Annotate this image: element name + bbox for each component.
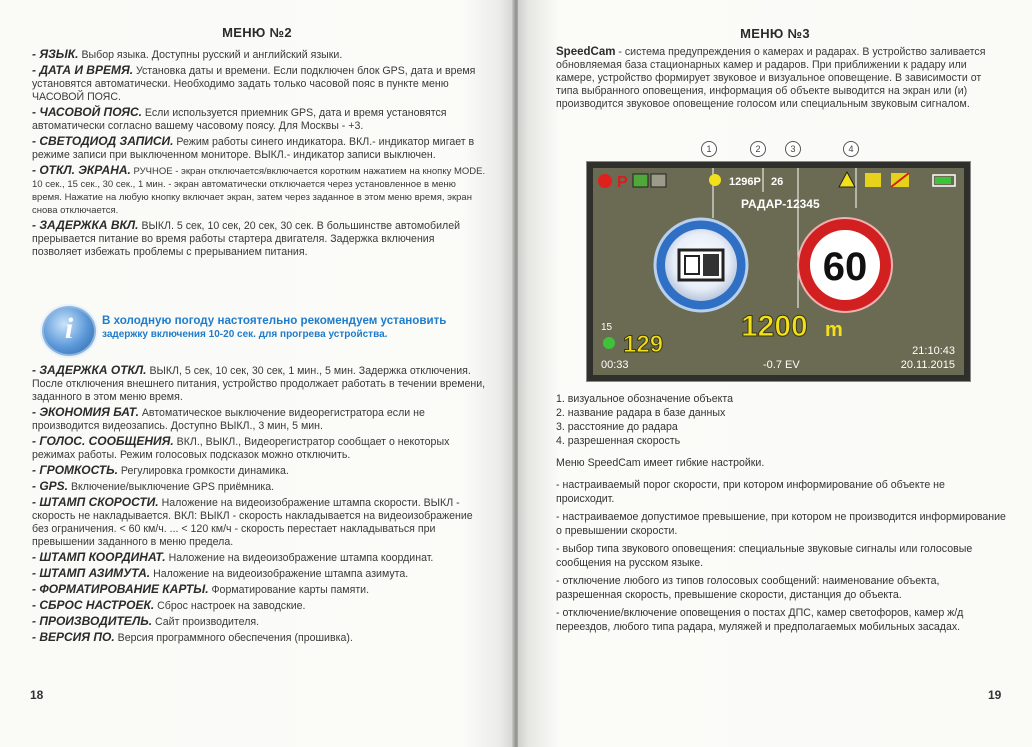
tip-text (102, 314, 492, 342)
entry-term: - ОТКЛ. ЭКРАНА. (32, 163, 131, 177)
entry-term: - ШТАМП СКОРОСТИ. (32, 495, 159, 509)
legend-list (556, 392, 1006, 634)
entry-manufacturer (32, 615, 486, 629)
entry-led (32, 135, 486, 162)
bullet-2: - настраиваемое допустимое превышение, при котором не производится информирование о превышении скорости. (556, 511, 1006, 537)
entry-firmware (32, 631, 486, 645)
left-page (0, 0, 514, 747)
tip-box (36, 306, 486, 352)
entry-reset (32, 599, 486, 613)
distance-value: 1200 (741, 310, 808, 343)
entry-datetime (32, 64, 486, 104)
entry-term: - ЧАСОВОЙ ПОЯС. (32, 105, 142, 119)
entry-text: Версия программного обеспечения (прошивка). (114, 632, 353, 644)
distance-unit: m (825, 319, 843, 341)
record-dot-icon (598, 174, 612, 188)
tip-line-1: В холодную погоду настоятельно рекомендуем установить (102, 314, 447, 327)
entry-text: Включение/выключение GPS приёмника. (68, 481, 275, 493)
speedcam-intro (556, 46, 1006, 111)
entry-text: Сброс настроек на заводские. (154, 600, 306, 612)
menu-entries-top (32, 48, 486, 261)
entry-term: - ШТАМП КООРДИНАТ. (32, 550, 166, 564)
entry-text: Наложение на видеоизображение штампа азимута. (150, 568, 409, 580)
entry-text: ВЫКЛ, 5 сек, 10 сек, 30 сек, 1 мин., 5 мин. Задержка отключения. После отключения внешнего питания, устройство продолжает работать в течении времени, заданного в этом меню время. (32, 365, 486, 403)
entry-term: - ЯЗЫК. (32, 47, 79, 61)
entry-term: - ВЕРСИЯ ПО. (32, 630, 115, 644)
clock: 21:10:43 (912, 345, 955, 357)
page-number: 18 (30, 688, 44, 702)
entry-text: Форматирование карты памяти. (208, 584, 370, 596)
bullet-3: - выбор типа звукового оповещения: специальные звуковые сигналы или голосовые сообщения на русском языке. (556, 543, 973, 569)
exposure-value: -0.7 EV (763, 359, 800, 371)
entry-volume (32, 464, 486, 478)
callout-2: 2 (750, 141, 766, 157)
bullet-1: - настраиваемый порог скорости, при котором информирование об объекте не происходит. (556, 479, 945, 505)
entry-off-delay (32, 364, 486, 404)
entry-term: - GPS. (32, 479, 69, 493)
current-speed: 129 (623, 331, 664, 358)
speedcam-brand: SpeedCam (556, 46, 616, 58)
sun-icon (709, 174, 721, 186)
tip-line-2: задержку включения 10-20 сек. для прогрева устройства. (102, 329, 388, 340)
entry-term: - СБРОС НАСТРОЕК. (32, 598, 155, 612)
radar-code-suffix: 26 (771, 176, 784, 188)
device-screen (586, 161, 971, 382)
entry-text: Если используется приемник GPS, дата и время установятся автоматически согласно вашему часовому поясу. Для Москвы - +3. (32, 107, 447, 132)
screen-display (593, 168, 964, 375)
entry-text: Режим работы синего индикатора. ВКЛ.- индикатор мигает в режиме записи при выключенном мониторе. ВЫКЛ.- индикатор записи выключен. (32, 136, 475, 161)
callout-4: 4 (843, 141, 859, 157)
date: 20.11.2015 (900, 359, 955, 371)
page-title: МЕНЮ №2 (222, 25, 292, 40)
mic-icon (633, 174, 648, 187)
entry-start-delay (32, 219, 486, 259)
entry-term: - ГРОМКОСТЬ. (32, 463, 118, 477)
entry-term: - ГОЛОС. СООБЩЕНИЯ. (32, 434, 174, 448)
legend-item-2: 2. название радара в базе данных (556, 407, 726, 419)
right-page (518, 0, 1032, 747)
callout-1: 1 (701, 141, 717, 157)
time-left: 00:33 (601, 359, 629, 371)
warning-icon (839, 172, 855, 187)
entry-speed-stamp (32, 496, 486, 549)
entry-coord-stamp (32, 551, 486, 565)
parking-icon: P (617, 174, 628, 191)
screen-graphics (593, 168, 964, 375)
entry-text: Наложение на видеоизображение штампа координат. (165, 552, 434, 564)
entry-term: - ШТАМП АЗИМУТА. (32, 566, 151, 580)
callout-3: 3 (785, 141, 801, 157)
entry-format (32, 583, 486, 597)
entry-text: РУЧНОЕ - экран отключается/включается коротким нажатием на кнопку MODE. 10 сек., 15 сек., 30 сек., 1 мин. - экран автоматически отключается через установленное в меню время. Нажатие на любую кнопку включает экран, затем через заданное в этом меню время, экран снова отключается. (32, 166, 486, 216)
small-number: 15 (601, 322, 613, 333)
entry-voice (32, 435, 486, 462)
entry-text: ВКЛ., ВЫКЛ., Видеорегистратор сообщает о некоторых режимах работы. Режим голосовых подсказок можно отключить. (32, 436, 450, 461)
radar-code: 1296P (729, 176, 761, 188)
speedcam-intro-text: - система предупреждения о камерах и радарах. В устройство заливается обновляемая база стационарных камер и радаров. При приближении к радару или камере, устройство формирует звуковое и визуальное оповещение. В зависимости от типа выбранного оповещения, информация об объекте выводится на экран или (и) производится звуковое оповещение голосом или специальным звуковым сигналом. (556, 46, 986, 110)
entry-term: - ЭКОНОМИЯ БАТ. (32, 405, 139, 419)
entry-screen-off (32, 164, 486, 217)
entry-term: - ЗАДЕРЖКА ВКЛ. (32, 218, 139, 232)
entry-battery-save (32, 406, 486, 433)
gps-icon (603, 337, 615, 349)
entry-term: - ПРОИЗВОДИТЕЛЬ. (32, 614, 153, 628)
entry-term: - ДАТА И ВРЕМЯ. (32, 63, 134, 77)
entry-text: Установка даты и времени. Если подключен блок GPS, дата и время установятся автоматически. Необходимо задать только часовой пояс в пункте меню ЧАСОВОЙ ПОЯС. (32, 65, 476, 103)
entry-text: Сайт производителя. (152, 616, 260, 628)
menu-intro: Меню SpeedCam имеет гибкие настройки. (556, 457, 765, 469)
camera-icon (865, 173, 881, 187)
entry-text: Наложение на видеоизображение штампа скорости. ВЫКЛ - скорость не накладывается. ВКЛ: ВЫКЛ - скорость накладывается на видеоизображение без ограничения. < 60 км/ч. ... < 120 км/ч - скорость перестает накладываться при превышении заданного в меню предела. (32, 497, 473, 548)
entry-term: - ФОРМАТИРОВАНИЕ КАРТЫ. (32, 582, 209, 596)
menu-entries-bottom (32, 364, 486, 647)
info-icon: i (42, 306, 96, 356)
radar-name: РАДАР-12345 (741, 197, 820, 211)
bullet-5: - отключение/включение оповещения о постах ДПС, камер светофоров, камер ж/д переездов, любого типа радара, муляжей и предполагаемых мобильных засадах. (556, 607, 964, 633)
entry-timezone (32, 106, 486, 133)
entry-gps (32, 480, 486, 494)
entry-azimuth-stamp (32, 567, 486, 581)
entry-text: Автоматическое выключение видеорегистратора если не производится видеозапись. Доступно ВЫКЛ., 3 мин, 5 мин. (32, 407, 425, 432)
page-number: 19 (988, 688, 1002, 702)
entry-language (32, 48, 486, 62)
speed-limit: 60 (822, 245, 868, 289)
entry-term: - СВЕТОДИОД ЗАПИСИ. (32, 134, 174, 148)
legend-item-4: 4. разрешенная скорость (556, 435, 681, 447)
legend-item-3: 3. расстояние до радара (556, 421, 678, 433)
legend-item-1: 1. визуальное обозначение объекта (556, 393, 734, 405)
entry-text: ВЫКЛ. 5 сек, 10 сек, 20 сек, 30 сек. В большинстве автомобилей прерывается питание во время работы стартера двигателя. Задержка включения позволяет избежать проблемы с прерыванием питания. (32, 220, 461, 258)
entry-text: Регулировка громкости динамика. (117, 465, 289, 477)
bullet-4: - отключение любого из типов голосовых сообщений: наименование объекта, разрешенная скорость, превышение скорости, дистанция до объекта. (556, 575, 940, 601)
entry-text: Выбор языка. Доступны русский и английский языки. (78, 49, 343, 61)
page-title: МЕНЮ №3 (740, 26, 810, 41)
entry-term: - ЗАДЕРЖКА ОТКЛ. (32, 363, 147, 377)
lock-icon (651, 174, 666, 187)
